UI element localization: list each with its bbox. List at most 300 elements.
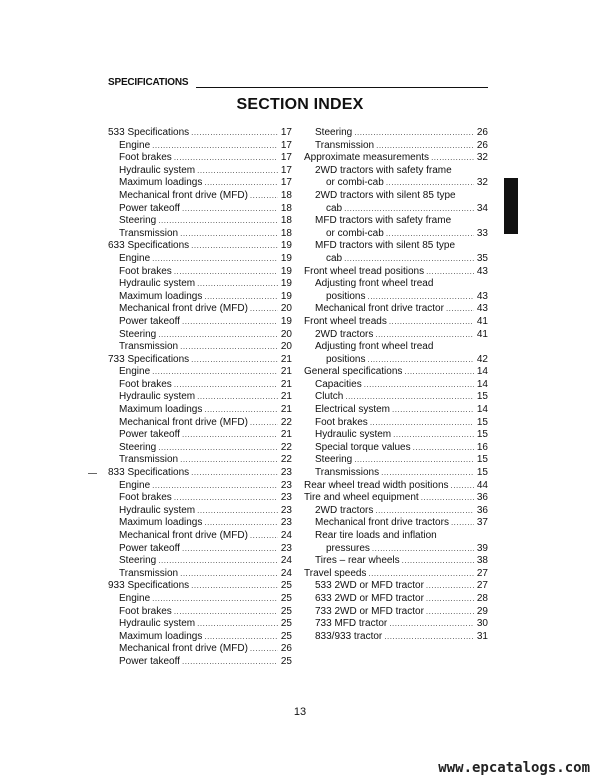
dot-leader [191, 240, 278, 253]
dot-leader [375, 329, 474, 342]
index-entry-page: 23 [280, 467, 292, 479]
dot-leader [426, 580, 474, 593]
index-entry-label: Mechanical front drive (MFD) [119, 530, 248, 541]
dot-leader [191, 127, 278, 140]
index-entry-page: 39 [476, 542, 488, 554]
index-entry [304, 203, 488, 216]
index-entry-label: Mechanical front drive (MFD) [119, 643, 248, 655]
dot-leader [204, 631, 278, 644]
index-entry-label: Maximum loadings [119, 290, 203, 302]
index-entry [108, 643, 292, 656]
index-entry-label: Mechanical front drive (MFD) [119, 416, 248, 428]
index-entry-label: or combi-cab [326, 177, 384, 189]
index-entry-page: 24 [280, 555, 292, 567]
index-entry [108, 404, 292, 417]
index-entry-label: Engine [119, 252, 151, 264]
index-entry-page: 23 [280, 542, 292, 554]
index-entry [108, 454, 292, 467]
index-entry-label: 733 MFD tractor [315, 618, 388, 630]
section-tab-marker [504, 178, 518, 234]
index-entry-label: Hydraulic system [119, 504, 196, 516]
index-entry [108, 177, 292, 190]
index-entry-label: Foot brakes [119, 605, 172, 617]
index-column-left [108, 127, 292, 669]
dot-leader [152, 140, 278, 153]
index-entry-label: Approximate measurements [304, 152, 430, 164]
dot-leader [158, 329, 278, 342]
index-entry-page: 20 [280, 303, 292, 315]
dot-leader [250, 530, 278, 543]
index-entry-page: 21 [280, 391, 292, 403]
dot-leader [426, 606, 474, 619]
index-entry-label: positions [326, 290, 366, 302]
index-entry-page: 25 [280, 630, 292, 642]
index-entry-label: Engine [119, 139, 151, 151]
index-entry-page: 19 [280, 290, 292, 302]
dot-leader [174, 492, 278, 505]
dot-leader [158, 555, 278, 568]
index-entry-label: 633 2WD or MFD tractor [315, 592, 424, 604]
index-entry-page: 18 [280, 227, 292, 239]
index-entry [108, 215, 292, 228]
dot-leader [182, 203, 278, 216]
index-entry-label: Foot brakes [119, 492, 172, 504]
index-entry-page: 17 [280, 177, 292, 189]
index-entry [108, 480, 292, 493]
index-entry-page: 25 [280, 605, 292, 617]
index-entry-label: 833 Specifications [108, 467, 190, 479]
index-entry-page: 25 [280, 618, 292, 630]
index-entry-label: Mechanical front drive tractor [315, 303, 444, 315]
index-entry-page: 19 [280, 278, 292, 290]
index-entry-page: 23 [280, 504, 292, 516]
index-entry-label: cab [326, 202, 343, 214]
index-entry [304, 580, 488, 593]
dot-leader [204, 291, 278, 304]
index-entry-page: 25 [280, 592, 292, 604]
index-entry [304, 140, 488, 153]
index-entry-label: Hydraulic system [119, 391, 196, 403]
index-entry [108, 366, 292, 379]
index-entry [304, 278, 488, 291]
index-entry [304, 341, 488, 354]
index-entry-page: 35 [476, 252, 488, 264]
dot-leader [345, 391, 474, 404]
index-entry-label: Maximum loadings [119, 517, 203, 529]
index-entry [304, 606, 488, 619]
index-entry [304, 391, 488, 404]
index-entry [304, 379, 488, 392]
index-entry-label: Power takeoff [119, 202, 180, 214]
index-entry [304, 417, 488, 430]
index-entry [108, 656, 292, 669]
index-entry-page: 23 [280, 479, 292, 491]
index-entry-page: 21 [280, 366, 292, 378]
index-entry [304, 404, 488, 417]
index-entry [304, 190, 488, 203]
index-entry [108, 631, 292, 644]
index-entry [304, 240, 488, 253]
dot-leader [370, 417, 474, 430]
dot-leader [191, 467, 278, 480]
index-entry [304, 530, 488, 543]
index-entry-page: 22 [280, 454, 292, 466]
index-entry-label: Mechanical front drive tractors [315, 517, 449, 529]
index-entry [108, 379, 292, 392]
index-entry-label: 533 2WD or MFD tractor [315, 580, 424, 592]
index-entry-label: Hydraulic system [119, 164, 196, 176]
dot-leader [413, 442, 474, 455]
index-entry-page: 18 [280, 189, 292, 201]
index-entry-page: 20 [280, 328, 292, 340]
index-entry-page: 15 [476, 429, 488, 441]
index-entry-label: 933 Specifications [108, 580, 190, 592]
dot-leader [204, 517, 278, 530]
index-entry-page: 19 [280, 252, 292, 264]
dot-leader [204, 177, 278, 190]
index-entry [304, 492, 488, 505]
index-entry-page: 21 [280, 353, 292, 365]
header-label: SPECIFICATIONS [108, 77, 189, 88]
index-entry-page: 14 [476, 404, 488, 416]
index-entry-page: 43 [476, 265, 488, 277]
index-entry-label: or combi-cab [326, 227, 384, 239]
index-entry [108, 606, 292, 619]
index-entry-page: 33 [476, 227, 488, 239]
index-entry [304, 253, 488, 266]
index-entry-label: cab [326, 252, 343, 264]
index-entry-label: Rear tire loads and inflation [315, 530, 437, 541]
dot-leader [152, 366, 278, 379]
index-entry-page: 32 [476, 177, 488, 189]
index-entry [108, 391, 292, 404]
index-entry-page: 26 [476, 127, 488, 138]
index-entry-label: pressures [326, 542, 370, 554]
index-entry [108, 442, 292, 455]
index-entry-page: 21 [280, 429, 292, 441]
index-entry-label: Foot brakes [119, 265, 172, 277]
index-entry-label: Steering [315, 454, 353, 466]
index-entry [108, 555, 292, 568]
dot-leader [180, 454, 278, 467]
index-entry-label: Adjusting front wheel tread [315, 341, 434, 353]
index-entry-page: 41 [476, 328, 488, 340]
dot-leader [426, 593, 474, 606]
dot-leader [182, 543, 278, 556]
index-entry-label: Transmission [119, 341, 179, 353]
index-entry-label: Power takeoff [119, 542, 180, 554]
dot-leader [367, 354, 474, 367]
dot-leader [250, 190, 278, 203]
index-entry [108, 429, 292, 442]
index-entry-page: 41 [476, 315, 488, 327]
index-entry-page: 18 [280, 215, 292, 227]
dot-leader [197, 618, 278, 631]
index-entry-page: 14 [476, 378, 488, 390]
dot-leader [367, 291, 474, 304]
index-entry [304, 454, 488, 467]
index-entry-label: Foot brakes [315, 416, 368, 428]
dot-leader [386, 177, 474, 190]
index-entry [108, 203, 292, 216]
index-entry-label: Maximum loadings [119, 404, 203, 416]
dot-leader [389, 316, 474, 329]
index-entry-page: 23 [280, 492, 292, 504]
index-entry [108, 303, 292, 316]
index-entry-label: Rear wheel tread width positions [304, 479, 449, 491]
index-entry [108, 240, 292, 253]
index-entry-label: Tire and wheel equipment [304, 492, 419, 504]
dot-leader [344, 253, 474, 266]
index-entry-label: Hydraulic system [315, 429, 392, 441]
index-entry-label: Steering [119, 215, 157, 227]
index-entry-label: 733 2WD or MFD tractor [315, 605, 424, 617]
index-entry-label: Adjusting front wheel tread [315, 278, 434, 290]
index-entry [304, 618, 488, 631]
index-entry-label: Front wheel treads [304, 315, 387, 327]
index-entry-page: 15 [476, 391, 488, 403]
dot-leader [426, 266, 474, 279]
index-entry [108, 228, 292, 241]
index-entry [108, 127, 292, 140]
dot-leader [182, 656, 278, 669]
dot-leader [446, 303, 474, 316]
index-entry-page: 17 [280, 152, 292, 164]
index-entry [108, 190, 292, 203]
index-entry-page: 34 [476, 202, 488, 214]
dot-leader [375, 505, 474, 518]
dot-leader [451, 480, 474, 493]
dot-leader [384, 631, 474, 644]
index-entry [304, 505, 488, 518]
index-entry-page: 20 [280, 341, 292, 353]
dot-leader [180, 228, 278, 241]
index-column-right [304, 127, 488, 643]
index-entry-label: Mechanical front drive (MFD) [119, 303, 248, 315]
page-number: 13 [293, 706, 307, 718]
index-entry-page: 21 [280, 404, 292, 416]
index-entry [304, 568, 488, 581]
footer-watermark-url: www.epcatalogs.com [438, 760, 590, 776]
index-entry [108, 278, 292, 291]
dot-leader [392, 404, 474, 417]
index-entry-page: 22 [280, 441, 292, 453]
index-entry [304, 215, 488, 228]
dot-leader [191, 580, 278, 593]
index-entry [108, 580, 292, 593]
dot-leader [372, 543, 474, 556]
index-entry [108, 329, 292, 342]
index-entry-label: Steering [119, 555, 157, 567]
index-entry-page: 19 [280, 265, 292, 277]
index-entry [304, 127, 488, 140]
index-entry-page: 23 [280, 517, 292, 529]
index-entry-page: 15 [476, 467, 488, 479]
index-entry-page: 22 [280, 416, 292, 428]
index-entry-page: 15 [476, 454, 488, 466]
index-entry-label: Transmission [315, 139, 375, 151]
index-entry [304, 152, 488, 165]
index-entry-label: 2WD tractors [315, 504, 374, 516]
index-entry [108, 152, 292, 165]
index-entry-page: 43 [476, 303, 488, 315]
index-entry [108, 543, 292, 556]
index-entry-page: 19 [280, 315, 292, 327]
index-entry-page: 14 [476, 366, 488, 378]
index-entry [108, 593, 292, 606]
index-entry [108, 341, 292, 354]
dot-leader [158, 215, 278, 228]
index-entry [108, 266, 292, 279]
index-entry [304, 329, 488, 342]
dot-leader [152, 480, 278, 493]
index-entry-label: 2WD tractors [315, 328, 374, 340]
index-entry [304, 316, 488, 329]
index-entry [304, 467, 488, 480]
dot-leader [368, 568, 474, 581]
dot-leader [197, 505, 278, 518]
index-entry-page: 37 [476, 517, 488, 529]
dot-leader [451, 517, 474, 530]
index-entry [108, 530, 292, 543]
index-entry-page: 44 [476, 479, 488, 491]
index-entry-page: 28 [476, 592, 488, 604]
index-entry-label: Engine [119, 479, 151, 491]
index-entry-label: Hydraulic system [119, 278, 196, 290]
dot-leader [152, 593, 278, 606]
index-entry-label: General specifications [304, 366, 403, 378]
index-entry-page: 31 [476, 630, 488, 642]
index-entry-label: Travel speeds [304, 567, 367, 579]
dot-leader [174, 606, 278, 619]
index-entry-page: 36 [476, 504, 488, 516]
page-title: SECTION INDEX [236, 96, 364, 113]
index-entry [108, 467, 292, 480]
index-entry-label: Steering [119, 441, 157, 453]
index-entry-label: Power takeoff [119, 655, 180, 667]
index-entry-page: 36 [476, 492, 488, 504]
index-entry [108, 492, 292, 505]
dot-leader [182, 429, 278, 442]
index-entry-label: Transmission [119, 454, 179, 466]
index-entry [108, 354, 292, 367]
dot-leader [250, 643, 278, 656]
index-entry [304, 429, 488, 442]
index-entry-label: 833/933 tractor [315, 630, 383, 642]
index-entry [108, 140, 292, 153]
index-entry-label: Transmission [119, 567, 179, 579]
header-rule [196, 87, 488, 88]
index-entry-page: 24 [280, 567, 292, 579]
index-entry-label: Power takeoff [119, 429, 180, 441]
index-entry [108, 253, 292, 266]
dot-leader [197, 278, 278, 291]
index-entry-label: Hydraulic system [119, 618, 196, 630]
index-entry [304, 266, 488, 279]
dot-leader [197, 165, 278, 178]
index-entry [304, 517, 488, 530]
dot-leader [389, 618, 474, 631]
index-entry-label: positions [326, 353, 366, 365]
index-entry-page: 30 [476, 618, 488, 630]
index-entry-label: Special torque values [315, 441, 411, 453]
index-entry-label: Engine [119, 592, 151, 604]
index-entry-page: 16 [476, 441, 488, 453]
index-entry [304, 480, 488, 493]
index-entry [108, 568, 292, 581]
index-entry [304, 228, 488, 241]
index-entry-label: Power takeoff [119, 315, 180, 327]
index-entry-page: 21 [280, 378, 292, 390]
index-entry [108, 505, 292, 518]
dot-leader [393, 429, 474, 442]
index-entry-label: Transmissions [315, 467, 380, 479]
index-entry-label: Tires – rear wheels [315, 555, 400, 567]
index-entry-label: 533 Specifications [108, 127, 190, 138]
dot-leader [354, 454, 474, 467]
index-entry-label: 633 Specifications [108, 240, 190, 252]
dot-leader [250, 417, 278, 430]
dot-leader [364, 379, 474, 392]
index-entry-label: Clutch [315, 391, 344, 403]
dot-leader [174, 379, 278, 392]
dot-leader [204, 404, 278, 417]
index-entry-page: 26 [476, 139, 488, 151]
index-entry-label: Transmission [119, 227, 179, 239]
index-entry-page: 15 [476, 416, 488, 428]
index-entry-page: 29 [476, 605, 488, 617]
index-entry [108, 417, 292, 430]
index-entry-page: 18 [280, 202, 292, 214]
index-entry [304, 177, 488, 190]
index-entry [108, 291, 292, 304]
index-entry [108, 165, 292, 178]
index-entry [304, 543, 488, 556]
dot-leader [158, 442, 278, 455]
index-entry-label: 2WD tractors with safety frame [315, 164, 452, 176]
index-entry-label: Electrical system [315, 404, 391, 416]
index-entry-label: MFD tractors with silent 85 type [315, 240, 456, 252]
dot-leader [402, 555, 474, 568]
index-entry [304, 442, 488, 455]
index-entry-page: 17 [280, 164, 292, 176]
index-entry-page: 17 [280, 127, 292, 138]
dot-leader [431, 152, 474, 165]
index-entry-label: Capacities [315, 378, 362, 390]
index-entry-label: Foot brakes [119, 152, 172, 164]
dot-leader [152, 253, 278, 266]
index-entry-page: 25 [280, 655, 292, 667]
dot-leader [376, 140, 474, 153]
dot-leader [180, 341, 278, 354]
dot-leader [174, 152, 278, 165]
dot-leader [354, 127, 474, 140]
index-entry [304, 291, 488, 304]
dot-leader [421, 492, 474, 505]
index-entry [108, 316, 292, 329]
index-entry [304, 555, 488, 568]
index-entry-page: 32 [476, 152, 488, 164]
index-entry-label: Maximum loadings [119, 177, 203, 189]
index-entry [108, 618, 292, 631]
dot-leader [182, 316, 278, 329]
index-entry-label: Maximum loadings [119, 630, 203, 642]
index-entry-label: Foot brakes [119, 378, 172, 390]
index-entry-page: 17 [280, 139, 292, 151]
index-entry-label: Steering [315, 127, 353, 138]
index-entry-label: MFD tractors with safety frame [315, 215, 452, 227]
index-entry-page: 24 [280, 530, 292, 541]
